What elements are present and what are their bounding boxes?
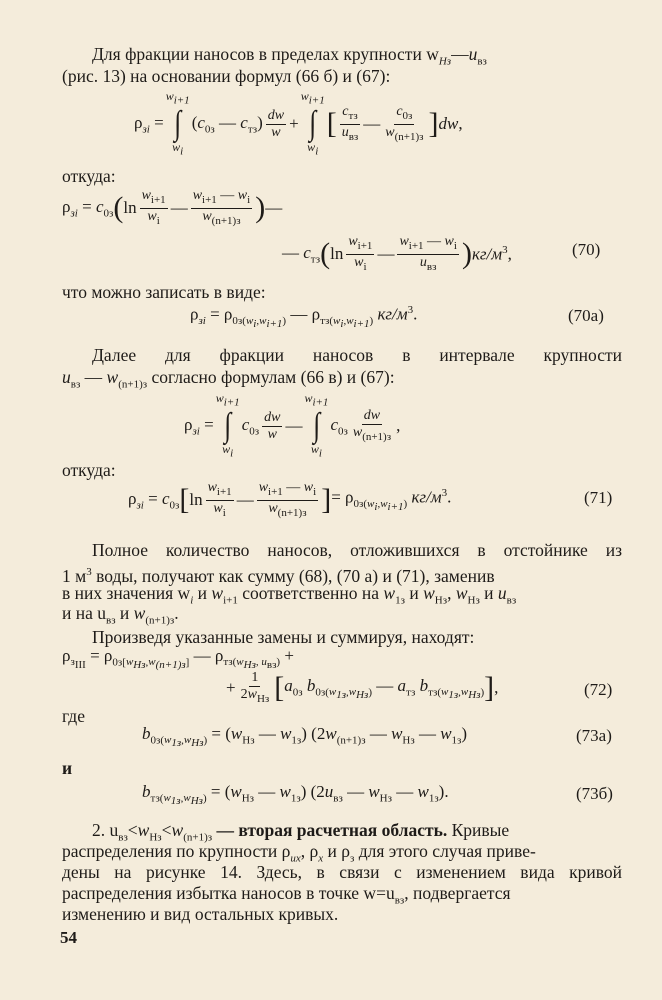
- equation-70-line-1: $\rho_{зi} = c_{0з}$ ( ln $\frac{w_{i+1}}{w_i}$ — $\frac{w_{i+1} — w_i}{w_{(n+1)з}}$ ) —: [62, 188, 283, 227]
- text-otkuda-1: откуда:: [62, 166, 116, 186]
- equation-72-line-2: + $\frac{1}{2w_{Hз}}$ [ $a_{0з}$ $b_{0з(w_{1з},w_{Hз})}$ — $a_{тз}$ $b_{тз(w_{1з},w_{Hз})}$ ] ,: [226, 670, 499, 705]
- text-dalee-2: $u_{вз}$ — $w_{(n+1)з}$ согласно формулам (66 в) и (67):: [62, 367, 395, 391]
- text-line-2: (рис. 13) на основании формул (66 б) и (67):: [62, 66, 391, 86]
- text-polnoe-2: 1 $м^3$ воды, получают как сумму (68), (70 а) и (71), заменив: [62, 565, 495, 586]
- equation-number-73a: (73а): [576, 726, 612, 745]
- equation-70a: $\rho_{зi} = \rho_{0з(w_i,w_{i+1})}$ — $\rho_{тз(w_i,w_{i+1})}$ $кг/м^3$.: [190, 304, 418, 331]
- text-cto-mozhno: что можно записать в виде:: [62, 282, 266, 302]
- text-para2-line-5: изменению и вид остальных кривых.: [62, 904, 339, 924]
- text-para2-line-4: распределения избытка наносов в точке $w=u_{вз}$, подвергается: [62, 883, 511, 907]
- page-number: 54: [60, 928, 77, 947]
- equation-rho-first: $\rho_{зi}$ = $w_{i+1}$ ∫ $w_i$ ($c_{0з}$ — $c_{тз}$) $\frac{dw}{w}$ + $w_{i+1}$ ∫ $w_i$ [ $\frac{c_{тз}}{u_{вз}}$ — $\frac{c_{0з}}{w_{(n+1)з}}$ ] dw,: [134, 89, 463, 158]
- equation-rho-second: $\rho_{зi}$ = $w_{i+1}$ ∫ $w_i$ $c_{0з}$ $\frac{dw}{w}$ — $w_{i+1}$ ∫ $w_i$ $c_{0з}$ $\frac{dw}{w_{(n+1)з}}$ ,: [184, 391, 401, 460]
- text-line-1: Для фракции наносов в пределах крупности $w_{Hз}—u_{вз}$: [92, 44, 487, 68]
- text-para2-line-2: распределения по крупности $\rho_{их}$, $\rho_x$ и $\rho_з$ для этого случая приве-: [62, 841, 536, 865]
- equation-72-line-1: $\rho_{з_{III}} = \rho_{0з[w_{Hз},w_{(n+1)з}]}$ — $\rho_{тз(w_{Hз}, u_{вз})}$ +: [62, 646, 294, 672]
- text-para2-line-1: 2. $u_{вз}<w_{Hз}<w_{(n+1)з}$ — вторая расчетная область. Кривые: [92, 820, 510, 844]
- equation-73b: $b_{тз(w_{1з},w_{Hз})} = (w_{Hз}$ — $w_{1з}$) ($2u_{вз}$ — $w_{Hз}$ — $w_{1з}$).: [142, 782, 449, 808]
- equation-number-70a: (70а): [568, 306, 604, 325]
- equation-73a: $b_{0з(w_{1з},w_{Hз})} = (w_{Hз}$ — $w_{1з}$) ($2w_{(n+1)з}$ — $w_{Hз}$ — $w_{1з}$): [142, 724, 468, 750]
- text-proizvedya: Произведя указанные замены и суммируя, находят:: [92, 627, 475, 647]
- text-para2-line-3: дены на рисунке 14. Здесь, в связи с изменением вида кривой: [62, 862, 622, 882]
- text-polnoe-3: в них значения $w_i$ и $w_{i+1}$ соответственно на $w_{1з}$ и $w_{Hз}$, $w_{Hз}$ и $u_{вз}$: [62, 583, 517, 607]
- text-polnoe-4: и на $u_{вз}$ и $w_{(n+1)з}$.: [62, 603, 179, 627]
- equation-number-70: (70): [572, 240, 601, 259]
- equation-number-72: (72): [584, 680, 613, 699]
- text-dalee-1: Далее для фракции наносов в интервале крупности: [92, 345, 622, 365]
- equation-70-line-2: — $c_{тз}$ ( ln $\frac{w_{i+1}}{w_i}$ — $\frac{w_{i+1} — w_i}{u_{вз}}$ ) $кг/м^3$,: [282, 234, 512, 273]
- text-i: и: [62, 758, 73, 778]
- text-gde: где: [62, 706, 85, 726]
- equation-number-71: (71): [584, 488, 613, 507]
- equation-number-73b: (73б): [576, 784, 613, 803]
- text-polnoe-1: Полное количество наносов, отложившихся в отстойнике из: [92, 540, 622, 560]
- text-otkuda-2: откуда:: [62, 460, 116, 480]
- equation-71: $\rho_{зi} = c_{0з}$ [ ln $\frac{w_{i+1}}{w_i}$ — $\frac{w_{i+1} — w_i}{w_{(n+1)з}}$ ] = $\rho_{0з(w_i,w_{i+1})}$ $кг/м^3$.: [128, 480, 452, 519]
